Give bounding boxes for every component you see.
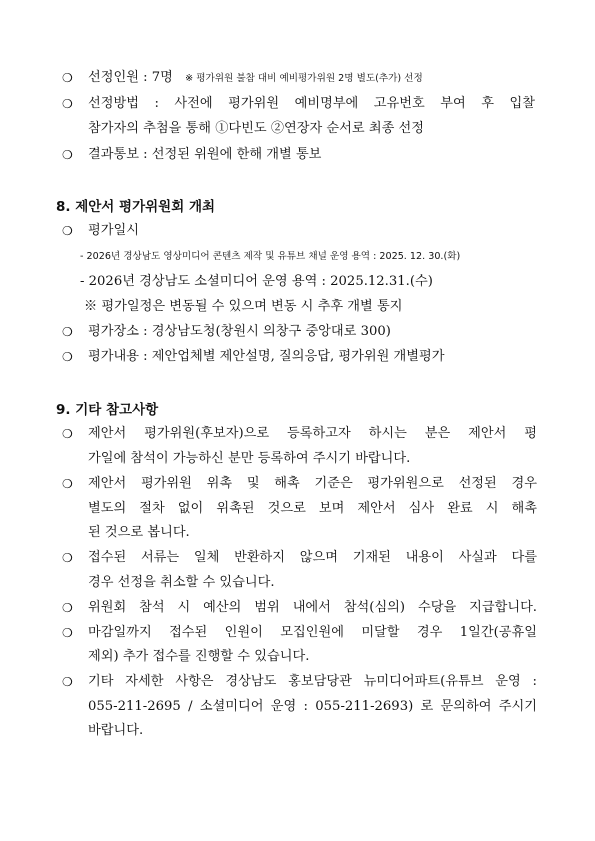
bullet-icon: ❍ <box>62 325 73 339</box>
note-6-line-2: 055-211-2695 / 소셜미디어 운영 : 055-211-2693) 로 문의하여 주시기 <box>88 699 537 714</box>
note-5-line-1: 마감일까지 접수된 인원이 모집인원에 미달할 경우 1일간(공휴일 <box>88 625 537 640</box>
note-3-line-1: 접수된 서류는 일체 반환하지 않으며 기재된 내용이 사실과 다를 <box>88 550 537 565</box>
bullet-icon: ❍ <box>62 97 73 111</box>
note-6-line-1: 기타 자세한 사항은 경상남도 홍보담당관 뉴미디어파트(유튜브 운영 : <box>88 674 537 689</box>
selection-count-note: ※ 평가위원 불참 대비 예비평가위원 2명 별도(추가) 선정 <box>185 73 423 84</box>
section-8-heading: 8. 제안서 평가위원회 개최 <box>56 199 216 215</box>
bullet-icon: ❍ <box>62 224 73 238</box>
bullet-icon: ❍ <box>62 427 73 441</box>
bullet-icon: ❍ <box>62 148 73 162</box>
bullet-icon: ❍ <box>62 551 73 565</box>
note-1-line-1: 제안서 평가위원(후보자)으로 등록하고자 하시는 분은 제안서 평 <box>88 426 537 441</box>
schedule-label: 평가일시 <box>88 223 139 238</box>
note-6-line-3: 바랍니다. <box>88 723 144 738</box>
bullet-icon: ❍ <box>62 477 73 491</box>
evaluation-place: 평가장소 : 경상남도청(창원시 의창구 중앙대로 300) <box>88 324 391 339</box>
evaluation-content: 평가내용 : 제안업체별 제안설명, 질의응답, 평가위원 개별평가 <box>88 349 445 364</box>
schedule-note: ※ 평가일정은 변동될 수 있으며 변동 시 추후 개별 통지 <box>84 299 403 314</box>
selection-method-line-1: 선정방법 : 사전에 평가위원 예비명부에 고유번호 부여 후 입찰 <box>88 96 535 111</box>
schedule-item-social: - 2026년 경상남도 소셜미디어 운영 용역 : 2025.12.31.(수) <box>80 274 433 289</box>
note-3-line-2: 경우 선정을 취소할 수 있습니다. <box>88 575 275 590</box>
selection-count <box>88 69 423 88</box>
selection-method-line-2: 참가자의 추첨을 통해 ①다빈도 ②연장자 순서로 최종 선정 <box>88 121 424 136</box>
note-2-line-3: 된 것으로 봅니다. <box>88 525 190 540</box>
note-4-line-1: 위원회 참석 시 예산의 범위 내에서 참석(심의) 수당을 지급합니다. <box>88 600 537 615</box>
schedule-item-video: - 2026년 경상남도 영상미디어 콘텐츠 제작 및 유튜브 채널 운영 용역 : 2025. 12. 30.(화) <box>80 251 461 262</box>
bullet-icon: ❍ <box>62 71 73 85</box>
section-9-heading: 9. 기타 참고사항 <box>56 402 159 418</box>
bullet-icon: ❍ <box>62 626 73 640</box>
note-1-line-2: 가일에 참석이 가능하신 분만 등록하여 주시기 바랍니다. <box>88 451 411 466</box>
bullet-icon: ❍ <box>62 601 73 615</box>
result-notice: 결과통보 : 선정된 위원에 한해 개별 통보 <box>88 147 322 162</box>
note-2-line-1: 제안서 평가위원 위촉 및 해촉 기준은 평가위원으로 선정된 경우 <box>88 476 537 491</box>
bullet-icon: ❍ <box>62 350 73 364</box>
note-2-line-2: 별도의 절차 없이 위촉된 것으로 보며 제안서 심사 완료 시 해촉 <box>88 501 537 516</box>
note-5-line-2: 제외) 추가 접수를 진행할 수 있습니다. <box>88 649 310 664</box>
bullet-icon: ❍ <box>62 675 73 689</box>
selection-count-text: 선정인원 : 7명 <box>88 70 173 85</box>
